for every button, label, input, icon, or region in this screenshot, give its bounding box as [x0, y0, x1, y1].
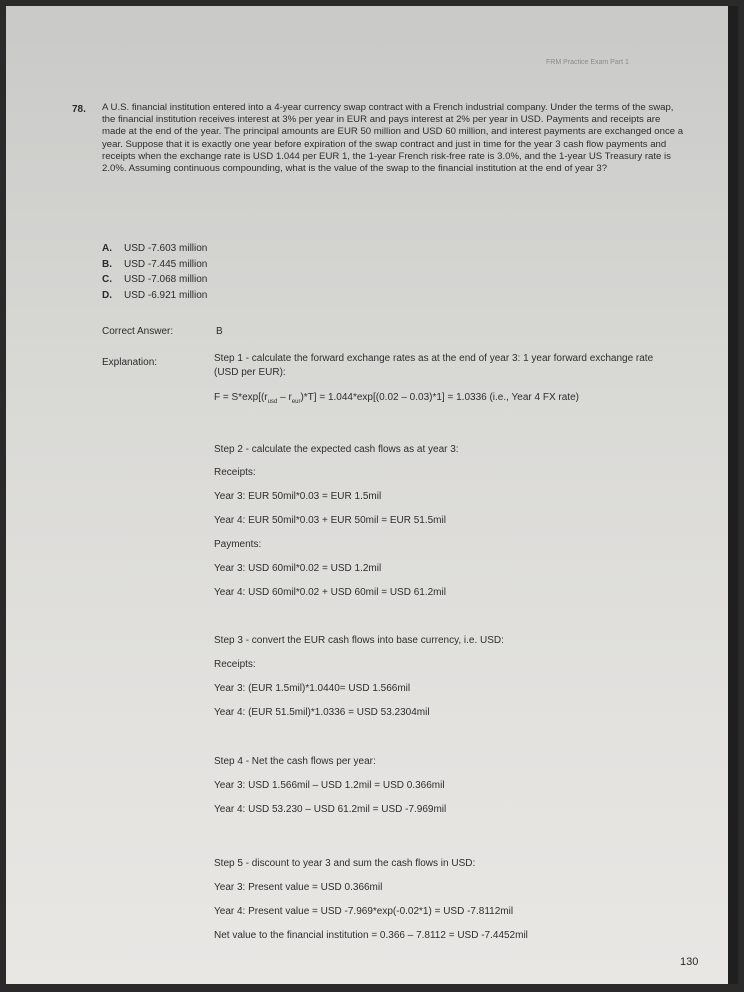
step4-title: Step 4 - Net the cash flows per year: [214, 756, 376, 767]
option-b [102, 257, 207, 273]
step5-pv-year3: Year 3: Present value = USD 0.366mil [214, 882, 383, 893]
option-text: USD -7.068 million [124, 274, 208, 285]
step2-payments-label: Payments: [214, 539, 262, 550]
step1-title: Step 1 - calculate the forward exchange rates as at the end of year 3: 1 year forward exchange rate (USD per EUR): [214, 353, 654, 378]
page-number: 130 [680, 956, 699, 968]
subscript-usd: usd [267, 399, 278, 405]
step2-receipts-label: Receipts: [214, 467, 256, 478]
option-letter: A. [102, 243, 112, 254]
page-header: FRM Practice Exam Part 1 [546, 59, 629, 66]
formula-rest: )*T] = 1.044*exp[(0.02 – 0.03)*1] = 1.0336 (i.e., Year 4 FX rate) [300, 392, 579, 403]
option-d [102, 288, 207, 304]
step5-net-value: Net value to the financial institution = 0.366 – 7.8112 = USD -7.4452mil [214, 930, 528, 941]
option-text: USD -7.445 million [124, 258, 208, 270]
question-text: A U.S. financial institution entered into a 4-year currency swap contract with a French industrial company. Under the terms of the swap, the financial institution receives interest at 3% per year in EUR and pays interest at 2% per year in USD. Payments and receipts are made at the end of the year. The principal amounts are EUR 50 million and USD 60 million, and interest payments are exchanged once a year. Suppose that it is exactly one year before expiration of the swap contract and just in time for the year 3 cash flow payments and receipts when the exchange rate is USD 1.044 per EUR 1, the 1-year French risk-free rate is 3.0%, and the 1-year US Treasury rate is 2.0%. Assuming continuous compounding, what is the value of the swap to the financial institution at the end of year 3? [102, 102, 684, 175]
option-a [102, 241, 207, 257]
formula-mid: – r [277, 392, 292, 403]
option-text: USD -7.603 million [124, 243, 208, 254]
step4-net-year3: Year 3: USD 1.566mil – USD 1.2mil = USD 0.366mil [214, 780, 445, 791]
option-c [102, 272, 207, 288]
correct-answer-label: Correct Answer: [102, 326, 174, 337]
explanation-label: Explanation: [102, 357, 158, 368]
step2-payment-year3: Year 3: USD 60mil*0.02 = USD 1.2mil [214, 563, 382, 574]
step2-title: Step 2 - calculate the expected cash flows as at year 3: [214, 444, 459, 455]
option-letter: D. [102, 289, 112, 301]
correct-answer-value: B [216, 326, 223, 337]
document-page [6, 6, 738, 984]
step4-net-year4: Year 4: USD 53.230 – USD 61.2mil = USD -7.969mil [214, 804, 447, 815]
formula-start: F = S*exp[(r [214, 392, 268, 403]
step5-title: Step 5 - discount to year 3 and sum the cash flows in USD: [214, 858, 476, 869]
step3-receipt-year4: Year 4: (EUR 51.5mil)*1.0336 = USD 53.2304mil [214, 707, 430, 718]
step5-pv-year4: Year 4: Present value = USD -7.969*exp(-0.02*1) = USD -7.8112mil [214, 906, 514, 917]
option-text: USD -6.921 million [124, 289, 208, 301]
step2-receipt-year4: Year 4: EUR 50mil*0.03 + EUR 50mil = EUR 51.5mil [214, 515, 446, 526]
option-letter: C. [102, 274, 112, 285]
step2-receipt-year3: Year 3: EUR 50mil*0.03 = EUR 1.5mil [214, 491, 382, 502]
step3-receipt-year3: Year 3: (EUR 1.5mil)*1.0440= USD 1.566mil [214, 683, 411, 694]
option-letter: B. [102, 258, 112, 270]
step2-payment-year4: Year 4: USD 60mil*0.02 + USD 60mil = USD 61.2mil [214, 587, 446, 598]
question-number: 78. [72, 104, 86, 115]
step3-receipts-label: Receipts: [214, 659, 256, 670]
subscript-eur: eur [291, 399, 301, 405]
answer-options [102, 241, 207, 303]
step3-title: Step 3 - convert the EUR cash flows into base currency, i.e. USD: [214, 635, 504, 646]
step1-formula [214, 392, 579, 405]
